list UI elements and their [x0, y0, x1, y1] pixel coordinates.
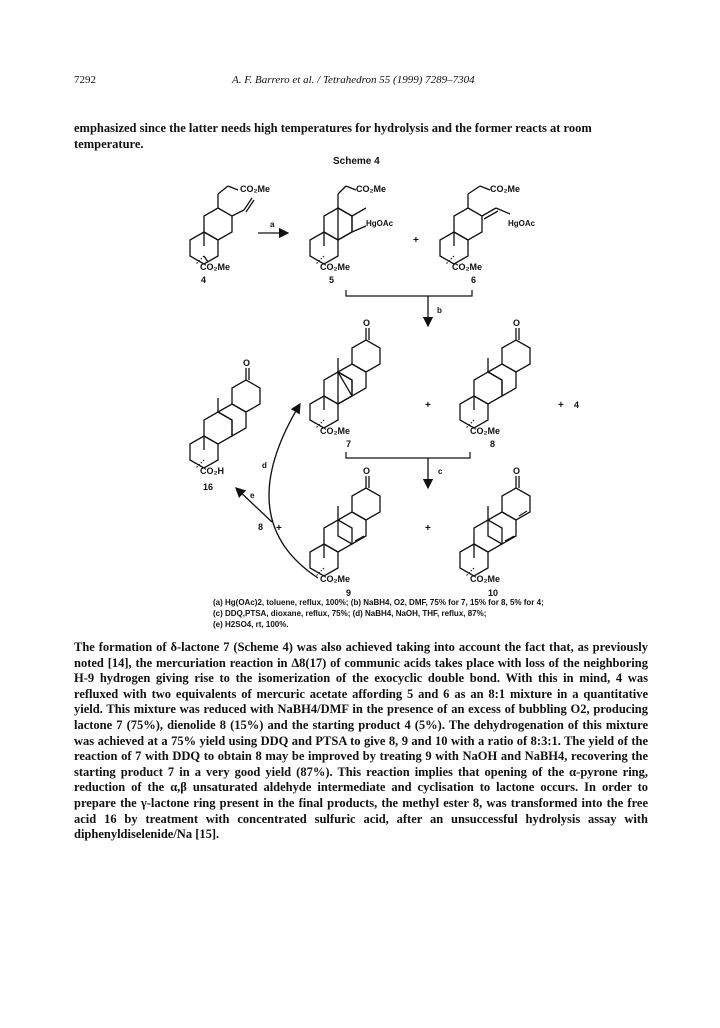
- compound-10-structure: [460, 476, 530, 576]
- compound-6-label: 6: [471, 275, 477, 285]
- side-product-4-label: 4: [574, 400, 580, 410]
- c5-ester-label: CO₂Me: [356, 184, 387, 194]
- c8-ester-label: CO₂Me: [470, 426, 501, 436]
- c9-oxygen-label: O: [363, 466, 371, 476]
- c5-hgoac-label: HgOAc: [366, 219, 394, 228]
- bracket-b: [346, 290, 472, 296]
- body-paragraph: The formation of δ-lactone 7 (Scheme 4) was also achieved taking into account the fact that, as previously noted [14], the mercuriation reaction in Δ8(17) of communic acids takes place with loss of the neighboring H-9 hydrogen giving rise to the isomerization of the exocyclic double bond. With this in mind, 4 was refluxed with two equivalents of mercuric acetate affording 5 and 6 as an 8:1 mixture in a quantitative yield. This mixture was reduced with NaBH4/DMF in the presence of an excess of bubbling O2, producing lactone 7 (75%), dienolide 8 (15%) and the starting product 4 (5%). The dehydrogenation of this mixture was achieved at a 75% yield using DDQ and PTSA to give 8, 9 and 10 with a ratio of 8:3:1. The yield of the reaction of 7 with DDQ to obtain 8 may be improved by treating 9 with NaOH and NaBH4, recovering the starting product 7 in a very good yield (87%). This reaction implies that opening of the α-pyrone ring, reduction of the α,β unsaturated aldehyde intermediate and cyclisation to lactone occurs. In order to prepare the γ-lactone ring present in the final products, the methyl ester 8, was transformed into the free acid 16 by treatment with concentrated sulfuric acid, after an unsuccessful hydrolysis assay with diphenyldiselenide/Na [15].: [74, 640, 648, 842]
- compound-16-label: 16: [203, 482, 214, 492]
- compound-9-structure: [310, 476, 380, 576]
- arrow-e-label: e: [250, 491, 255, 500]
- c4-ester2-label: CO₂Me: [200, 262, 231, 272]
- c7-ester-label: CO₂Me: [320, 426, 351, 436]
- arrow-a-label: a: [270, 220, 275, 229]
- condition-line: (a) Hg(OAc)2, toluene, reflux, 100%; (b) NaBH4, O2, DMF, 75% for 7, 15% for 8, 5% for 4;: [213, 598, 544, 607]
- c6-hgoac-label: HgOAc: [508, 219, 536, 228]
- arrow-b-label: b: [437, 306, 442, 315]
- c16-oxygen-label: O: [243, 358, 251, 368]
- c6-ester-label: CO₂Me: [490, 184, 521, 194]
- c5-ester2-label: CO₂Me: [320, 262, 351, 272]
- compound-9-label: 9: [346, 588, 352, 598]
- c4-ester-label: CO₂Me: [240, 184, 271, 194]
- c9-ester-label: CO₂Me: [320, 574, 351, 584]
- c6-ester2-label: CO₂Me: [452, 262, 483, 272]
- plus-8-4: +: [558, 400, 564, 411]
- c16-acid-label: CO₂H: [200, 466, 224, 476]
- intro-text: emphasized since the latter needs high temperatures for hydrolysis and the former reacts at room temperature.: [74, 121, 592, 151]
- reaction-conditions: [213, 597, 544, 630]
- compound-5-structure: [310, 186, 366, 264]
- running-title: A. F. Barrero et al. / Tetrahedron 55 (1999) 7289–7304: [232, 74, 475, 86]
- compound-7-structure: [310, 328, 380, 428]
- compound-7-label: 7: [346, 439, 352, 449]
- arrow-d-label: d: [262, 461, 267, 470]
- side-product-8-label: 8: [258, 522, 264, 532]
- compound-8-label: 8: [490, 439, 496, 449]
- page-number: 7292: [74, 74, 96, 86]
- compound-16-structure: [190, 368, 260, 468]
- arrow-c-label: c: [438, 467, 443, 476]
- condition-line: (e) H2SO4, rt, 100%.: [213, 620, 289, 629]
- c10-ester-label: CO₂Me: [470, 574, 501, 584]
- compound-4-structure: [190, 186, 254, 264]
- plus-5-6: +: [413, 235, 419, 246]
- compound-8-structure: [460, 328, 530, 428]
- plus-8-9: +: [276, 523, 282, 534]
- compound-6-structure: [440, 186, 510, 264]
- plus-9-10: +: [425, 523, 431, 534]
- body-text: [74, 640, 648, 843]
- c10-oxygen-label: O: [513, 466, 521, 476]
- c7-oxygen-label: O: [363, 318, 371, 328]
- compound-10-label: 10: [488, 588, 499, 598]
- compound-4-label: 4: [201, 275, 207, 285]
- condition-line: (c) DDQ,PTSA, dioxane, reflux, 75%; (d) NaBH4, NaOH, THF, reflux, 87%;: [213, 609, 487, 618]
- plus-7-8: +: [425, 400, 431, 411]
- c8-oxygen-label: O: [513, 318, 521, 328]
- compound-5-label: 5: [329, 275, 335, 285]
- scheme-title: Scheme 4: [333, 156, 380, 167]
- bracket-c: [346, 452, 470, 458]
